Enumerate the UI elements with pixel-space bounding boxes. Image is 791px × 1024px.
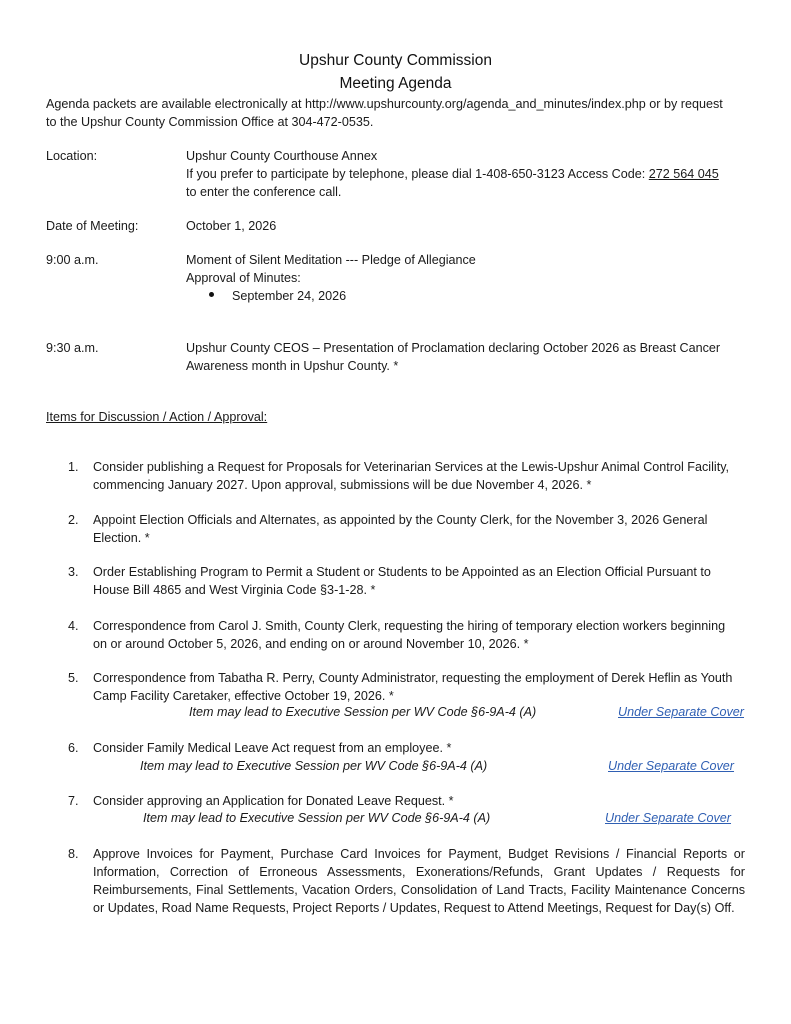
item-line: Order Establishing Program to Permit a Student or Students to be Appointed as an Election Official Pursuant to <box>93 565 711 579</box>
phone-instructions <box>186 165 746 183</box>
item-number: 8. <box>68 847 79 861</box>
intro-line-1: Agenda packets are available electronically at http://www.upshurcounty.org/agenda_and_minutes/index.php or by request <box>46 97 723 111</box>
page-title: Upshur County Commission <box>299 52 492 69</box>
item-line: Correspondence from Carol J. Smith, County Clerk, requesting the hiring of temporary election workers beginning <box>93 619 726 633</box>
item-line: Consider approving an Application for Donated Leave Request. * <box>93 794 454 808</box>
item-number: 6. <box>68 741 79 755</box>
ceos-presentation-line-2: Awareness month in Upshur County. * <box>186 359 399 373</box>
item-number: 5. <box>68 671 79 685</box>
access-code: 272 564 045 <box>648 167 719 181</box>
session-930-block <box>186 339 746 375</box>
item-line: commencing January 2027. Upon approval, submissions will be due November 4, 2026. * <box>93 478 592 492</box>
minutes-date: September 24, 2026 <box>232 289 347 303</box>
location-name: Upshur County Courthouse Annex <box>186 149 378 163</box>
executive-session-note: Item may lead to Executive Session per WV Code §6-9A-4 (A) <box>143 811 491 825</box>
item-line: Consider Family Medical Leave Act request from an employee. * <box>93 741 452 755</box>
under-separate-cover-link[interactable]: Under Separate Cover <box>618 705 745 719</box>
item-line: on or around October 5, 2026, and ending on or around November 10, 2026. * <box>93 637 529 651</box>
page-subtitle: Meeting Agenda <box>339 75 452 92</box>
item-line: Camp Facility Caretaker, effective October 19, 2026. * <box>93 689 394 703</box>
item-number: 2. <box>68 513 79 527</box>
agenda-item-1 <box>93 458 745 494</box>
phone-text: If you prefer to participate by telephone, please dial 1-408-650-3123 Access Code: <box>186 167 649 181</box>
item-line: Consider publishing a Request for Proposals for Veterinarian Services at the Lewis-Upshur Animal Control Facility, <box>93 460 730 474</box>
date-value: October 1, 2026 <box>186 219 277 233</box>
executive-session-note: Item may lead to Executive Session per WV Code §6-9A-4 (A) <box>140 759 488 773</box>
location-block <box>186 147 746 201</box>
agenda-item-2 <box>93 511 745 547</box>
agenda-item-4 <box>93 617 745 653</box>
under-separate-cover-link[interactable]: Under Separate Cover <box>608 759 735 773</box>
item-line: Appoint Election Officials and Alternates, as appointed by the County Clerk, for the November 3, 2026 General <box>93 513 708 527</box>
under-separate-cover-link[interactable]: Under Separate Cover <box>605 811 732 825</box>
agenda-item-8: Approve Invoices for Payment, Purchase Card Invoices for Payment, Budget Revisions / Financial Reports or Information, Correction of Erroneous Assessments, Exonerations/Refunds, Grant Updates / Requests for Reimbursements, Final Settlements, Vacation Orders, Consolidation of Land Tracts, Facility Maintenance Concerns or Updates, Road Name Requests, Project Reports / Updates, Request to Attend Meetings, Request for Day(s) Off. <box>93 847 745 915</box>
date-label: Date of Meeting: <box>46 219 139 233</box>
bullet-icon <box>209 292 214 297</box>
agenda-item-6 <box>93 739 745 757</box>
item-line: Election. * <box>93 531 150 545</box>
agenda-item-3 <box>93 563 745 599</box>
ceos-presentation-line-1: Upshur County CEOS – Presentation of Proclamation declaring October 2026 as Breast Cancer <box>186 341 721 355</box>
location-label: Location: <box>46 149 98 163</box>
item-number: 3. <box>68 565 79 579</box>
agenda-item-5 <box>93 669 745 705</box>
executive-session-note: Item may lead to Executive Session per WV Code §6-9A-4 (A) <box>189 705 537 719</box>
items-header: Items for Discussion / Action / Approval: <box>46 410 268 424</box>
intro-line-2: to the Upshur County Commission Office at 304-472-0535. <box>46 115 374 129</box>
intro-paragraph <box>46 95 756 131</box>
item-line: House Bill 4865 and West Virginia Code §3-1-28. * <box>93 583 376 597</box>
time-930: 9:30 a.m. <box>46 341 99 355</box>
meditation-pledge: Moment of Silent Meditation --- Pledge of Allegiance <box>186 253 476 267</box>
item-number: 7. <box>68 794 79 808</box>
conference-call-text: to enter the conference call. <box>186 185 342 199</box>
approval-of-minutes: Approval of Minutes: <box>186 271 301 285</box>
item-number: 4. <box>68 619 79 633</box>
item-number: 1. <box>68 460 79 474</box>
agenda-item-7 <box>93 792 745 810</box>
item-line: Correspondence from Tabatha R. Perry, County Administrator, requesting the employment of Derek Heflin as Youth <box>93 671 733 685</box>
time-900: 9:00 a.m. <box>46 253 99 267</box>
session-900-block <box>186 251 746 287</box>
